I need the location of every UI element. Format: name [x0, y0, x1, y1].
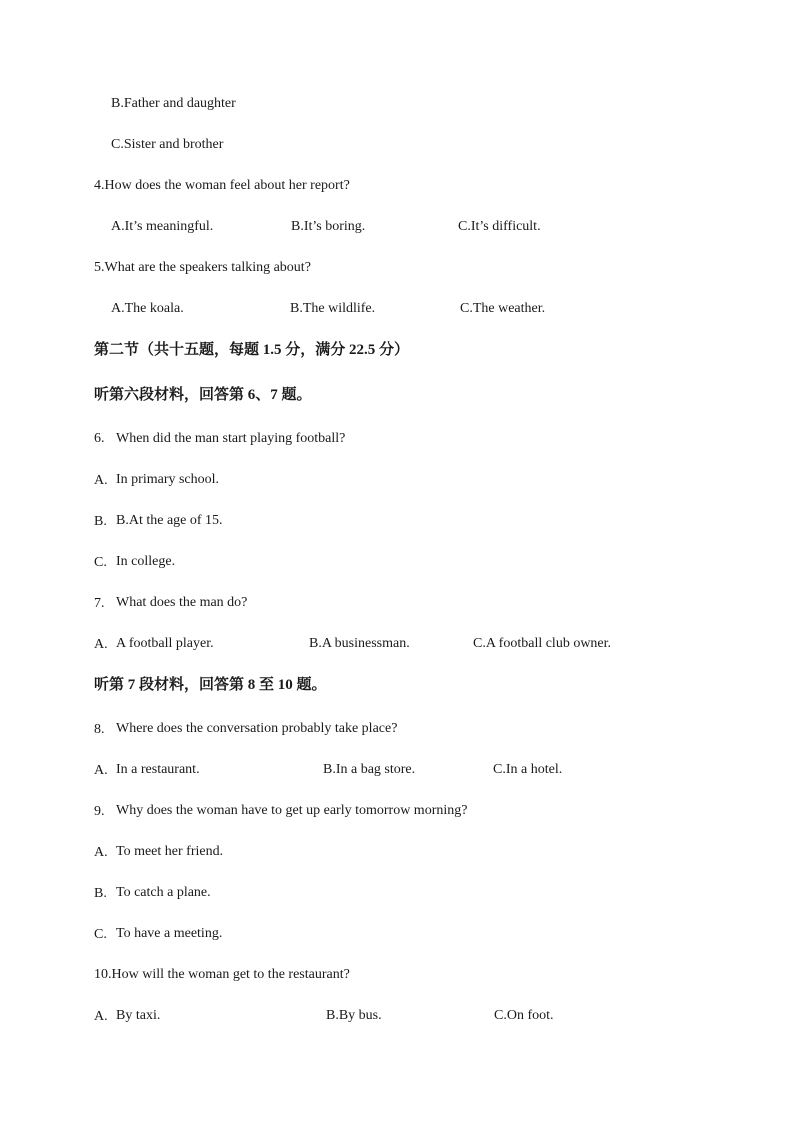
passage-7-instruction: 听第 7 段材料，回答第 8 至 10 题。	[94, 677, 327, 693]
q6-number: 6.	[94, 431, 105, 446]
q7-option-a-label: A.	[94, 637, 108, 652]
q6-option-c-text: In college.	[116, 554, 176, 569]
q9-stem: Why does the woman have to get up early tomorrow morning?	[116, 803, 468, 818]
q9-option-b-text: To catch a plane.	[116, 885, 211, 900]
q8-number: 8.	[94, 722, 105, 737]
q4-option-a: A.It’s meaningful.	[111, 219, 214, 234]
q8-option-c: C.In a hotel.	[493, 762, 563, 777]
q8-stem: Where does the conversation probably take place?	[116, 721, 398, 736]
q9-option-c-text: To have a meeting.	[116, 926, 223, 941]
passage-6-instruction: 听第六段材料，回答第 6、7 题。	[94, 387, 312, 403]
q10-stem: 10.How will the woman get to the restaurant?	[94, 967, 350, 982]
q7-number: 7.	[94, 596, 105, 611]
q7-option-a-text: A football player.	[116, 636, 214, 651]
q9-option-a-label: A.	[94, 845, 108, 860]
q6-option-b-label: B.	[94, 514, 107, 529]
q5-option-c: C.The weather.	[460, 301, 546, 316]
q10-option-c: C.On foot.	[494, 1008, 554, 1023]
q9-option-a-text: To meet her friend.	[116, 844, 224, 859]
q7-option-b: B.A businessman.	[309, 636, 410, 651]
section-heading: 第二节（共十五题，每题 1.5 分，满分 22.5 分）	[94, 342, 410, 358]
q6-option-a-text: In primary school.	[116, 472, 220, 487]
q6-option-b-text: B.At the age of 15.	[116, 513, 223, 528]
q6-stem: When did the man start playing football?	[116, 431, 346, 446]
q3-option-b: B.Father and daughter	[111, 96, 236, 111]
q5-option-b: B.The wildlife.	[290, 301, 376, 316]
q8-option-a-label: A.	[94, 763, 108, 778]
q4-option-c: C.It’s difficult.	[458, 219, 541, 234]
q7-stem: What does the man do?	[116, 595, 248, 610]
q3-option-c: C.Sister and brother	[111, 137, 224, 152]
q4-stem: 4.How does the woman feel about her report?	[94, 178, 350, 193]
q6-option-a-label: A.	[94, 473, 108, 488]
q5-option-a: A.The koala.	[111, 301, 184, 316]
q8-option-b: B.In a bag store.	[323, 762, 416, 777]
q10-option-a-label: A.	[94, 1009, 108, 1024]
q6-option-c-label: C.	[94, 555, 107, 570]
q8-option-a-text: In a restaurant.	[116, 762, 200, 777]
q7-option-c: C.A football club owner.	[473, 636, 612, 651]
q9-number: 9.	[94, 804, 105, 819]
q10-option-b: B.By bus.	[326, 1008, 382, 1023]
q4-option-b: B.It’s boring.	[291, 219, 366, 234]
q9-option-c-label: C.	[94, 927, 107, 942]
q10-option-a-text: By taxi.	[116, 1008, 161, 1023]
q9-option-b-label: B.	[94, 886, 107, 901]
q5-stem: 5.What are the speakers talking about?	[94, 260, 311, 275]
